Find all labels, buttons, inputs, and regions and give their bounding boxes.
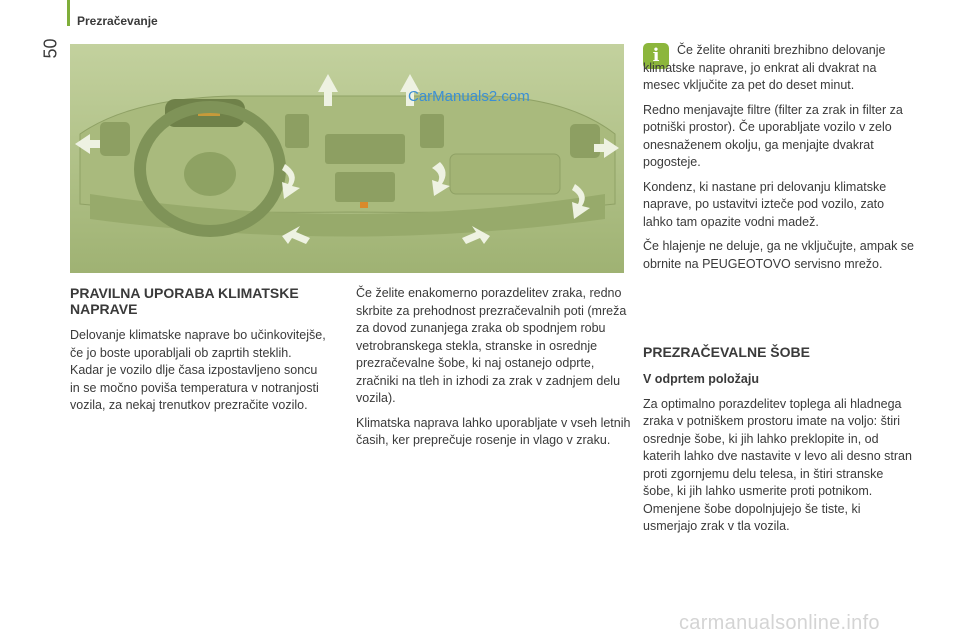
section-title: Prezračevanje xyxy=(77,14,158,28)
section-accent-bar xyxy=(67,0,70,26)
vents-heading-block xyxy=(643,344,923,360)
proper-use-column-2 xyxy=(356,285,631,457)
center-vent-right xyxy=(420,114,444,148)
proper-use-paragraph: Če želite enakomerno porazdelitev zraka, redno skrbite za prehodnost prezračevalnih poti (mreža za dovod zunanjega zraka ob spodnjem robu vetrobranskega stekla, stranske in osrednje prezračevalne šobe, ki naj ostanejo odprte, zračniki na tleh in izhodi za zrak v zadnjem delu vozila). xyxy=(356,286,627,405)
vents-subheading: V odprtem položaju xyxy=(643,372,759,386)
side-vent-left xyxy=(100,122,130,156)
info-paragraph: Če želite ohraniti brezhibno delovanje klimatske naprave, jo enkrat ali dvakrat na mesec vključite za pet do deset minut. xyxy=(643,43,886,92)
proper-use-heading: PRAVILNA UPORABA KLIMATSKE NAPRAVE xyxy=(70,285,299,317)
side-vent-right xyxy=(570,124,600,158)
center-vent-left xyxy=(285,114,309,148)
info-paragraph: Redno menjavajte filtre (filter za zrak in filter za potniški prostor). Če uporabljate vozilo v zelo onesnaženem okolju, ga menjajte dvakrat pogosteje. xyxy=(643,102,903,169)
image-watermark: CarManuals2.com xyxy=(408,88,530,105)
info-box xyxy=(643,42,915,280)
proper-use-column-1 xyxy=(70,327,326,422)
climate-controls xyxy=(335,172,395,202)
footer-watermark: carmanualsonline.info xyxy=(679,612,880,634)
page-number: 50 xyxy=(40,38,61,59)
vents-column xyxy=(643,371,915,543)
proper-use-paragraph: Delovanje klimatske naprave bo učinkovitejše, če jo boste uporabljali ob zaprtih steklih. Kadar je vozilo dlje časa izpostavljeno soncu in se močno poviša temperatura v notranjosti vozila, za nekaj trenutkov prezračite vozilo. xyxy=(70,328,326,412)
radio xyxy=(325,134,405,164)
dashboard-illustration xyxy=(70,44,624,273)
proper-use-paragraph: Klimatska naprava lahko uporabljate v vseh letnih časih, ker preprečuje rosenje in vlago v zraku. xyxy=(356,415,631,447)
vents-heading: PREZRAČEVALNE ŠOBE xyxy=(643,344,810,360)
info-icon: i xyxy=(643,43,669,69)
info-paragraph: Če hlajenje ne deluje, ga ne vključujte, ampak se obrnite na PEUGEOTOVO servisno mrežo. xyxy=(643,239,915,271)
proper-use-heading-block xyxy=(70,285,320,317)
vents-paragraph: Za optimalno porazdelitev toplega ali hladnega zraka v potniškem prostoru imate na voljo: štiri osrednje šobe, ki jih lahko preklopite in, od katerih lahko dve nastavite v levo ali desno stran proti zgornjemu delu telesa, in štiri stranske šobe, ki jih lahko usmerite proti potnikom. Omenjene šobe dopolnjujejo še tiste, ki usmerjajo zrak v tla vozila. xyxy=(643,396,912,533)
info-paragraph: Kondenz, ki nastane pri delovanju klimatske naprave, po ustavitvi izteče pod vozilo, zato lahko tam opazite vodni madež. xyxy=(643,179,887,229)
